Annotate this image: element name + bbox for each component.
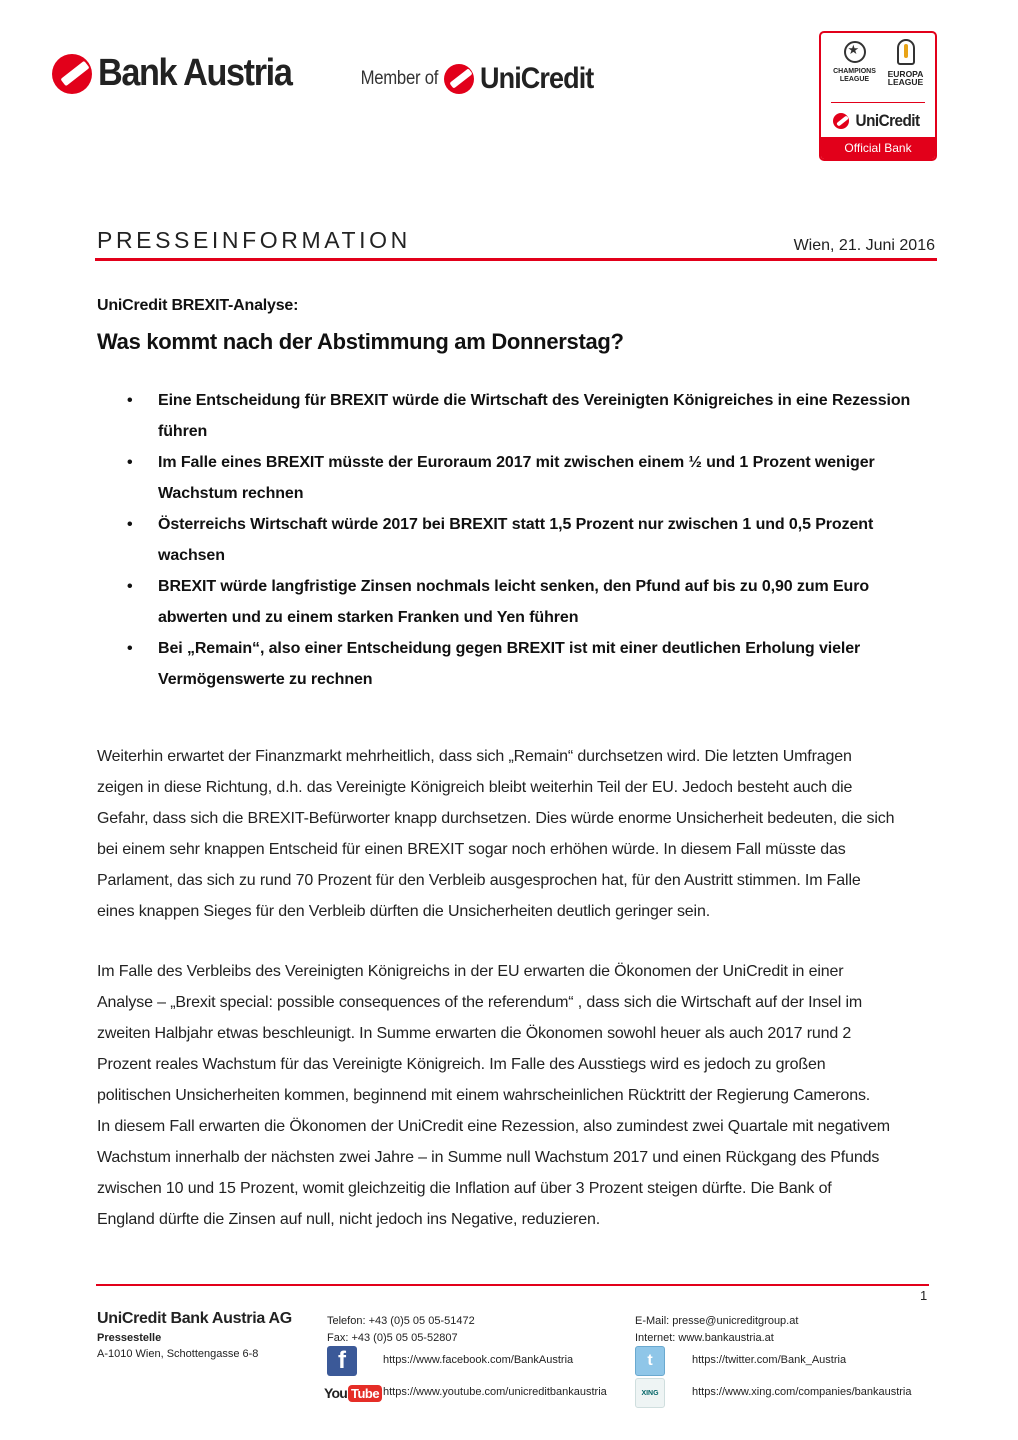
twitter-icon[interactable]: t <box>635 1346 665 1376</box>
company-name: UniCredit Bank Austria AG <box>97 1310 292 1327</box>
paragraph-line: bei einem sehr knappen Entscheid für einen BREXIT sogar noch erhöhen würde. In diesem Fall müsste das <box>97 841 846 858</box>
twitter-link[interactable]: https://twitter.com/Bank_Austria <box>692 1354 847 1366</box>
bullet-icon: • <box>127 578 133 595</box>
list-item <box>127 571 933 633</box>
bullet-line: Vermögenswerte zu rechnen <box>158 671 373 688</box>
key-points-list <box>127 385 933 695</box>
list-item <box>127 633 933 695</box>
xing-link[interactable]: https://www.xing.com/companies/bankaustria <box>692 1386 912 1398</box>
bullet-icon: • <box>127 392 133 409</box>
europa-league-label: EUROPA LEAGUE <box>887 69 924 87</box>
youtube-icon[interactable] <box>324 1382 380 1404</box>
champions-league-ball-icon <box>844 41 866 63</box>
paragraph-line: Weiterhin erwartet der Finanzmarkt mehrheitlich, dass sich „Remain“ durchsetzen wird. Die letzten Umfragen <box>97 748 852 765</box>
bank-austria-logo <box>52 52 313 95</box>
facebook-icon[interactable]: f <box>327 1346 357 1376</box>
bullet-line: Österreichs Wirtschaft würde 2017 bei BREXIT statt 1,5 Prozent nur zwischen 1 und 0,5 Prozent <box>158 516 874 533</box>
phone: Telefon: +43 (0)5 05 05-51472 <box>327 1315 475 1327</box>
list-item <box>127 509 933 571</box>
europa-league-mark <box>885 39 927 99</box>
paragraph-line: zweiten Halbjahr etwas beschleunigt. In Summe erwarten die Ökonomen sowohl heuer als auch 2017 rund 2 <box>97 1025 852 1042</box>
paragraph-line: Parlament, das sich zu rund 70 Prozent für den Verbleib ausgesprochen hat, für den Austritt stimmen. Im Falle <box>97 872 861 889</box>
department: Pressestelle <box>97 1332 162 1344</box>
badge-divider <box>831 102 925 103</box>
bullet-line: wachsen <box>158 547 225 564</box>
kicker: UniCredit BREXIT-Analyse: <box>97 297 299 314</box>
bullet-icon: • <box>127 640 133 657</box>
bullet-line: führen <box>158 423 208 440</box>
email-link[interactable]: E-Mail: presse@unicreditgroup.at <box>635 1315 799 1327</box>
youtube-tube-label: Tube <box>348 1385 382 1402</box>
youtube-link[interactable]: https://www.youtube.com/unicreditbankaustria <box>383 1386 607 1398</box>
document-date: Wien, 21. Juni 2016 <box>793 237 935 254</box>
bullet-icon: • <box>127 454 133 471</box>
badge-unicredit-wordmark: UniCredit <box>855 111 920 130</box>
xing-icon[interactable]: XING <box>635 1378 665 1408</box>
official-bank-badge <box>819 31 937 161</box>
official-bank-label: Official Bank <box>821 137 935 159</box>
badge-unicredit-logo <box>821 111 935 131</box>
bank-austria-wordmark: Bank Austria <box>98 52 292 94</box>
paragraph-line: zeigen in diese Richtung, d.h. das Vereinigte Königreich bleibt weiterhin Teil der EU. Jedoch besteht auch die <box>97 779 853 796</box>
list-item <box>127 447 933 509</box>
address: A-1010 Wien, Schottengasse 6-8 <box>97 1348 259 1360</box>
paragraph-line: Gefahr, dass sich die BREXIT-Befürworter knapp durchsetzen. Dies würde enorme Unsicherheit bedeuten, die sich <box>97 810 895 827</box>
bullet-line: Wachstum rechnen <box>158 485 304 502</box>
member-of-label: Member of <box>360 68 439 89</box>
headline: Was kommt nach der Abstimmung am Donnerstag? <box>97 329 624 354</box>
page-number: 1 <box>920 1288 928 1303</box>
bullet-icon: • <box>127 516 133 533</box>
bullet-line: Bei „Remain“, also einer Entscheidung gegen BREXIT ist mit einer deutlichen Erholung vieler <box>158 640 861 657</box>
paragraph-line: zwischen 10 und 15 Prozent, womit gleichzeitig die Inflation auf über 3 Prozent steigen dürfte. Die Bank of <box>97 1180 832 1197</box>
unicredit-wordmark: UniCredit <box>480 62 594 95</box>
bullet-line: Eine Entscheidung für BREXIT würde die Wirtschaft des Vereinigten Königreiches in eine Rezession <box>158 392 911 409</box>
unicredit-logo-icon <box>52 54 92 94</box>
fax: Fax: +43 (0)5 05 05-52807 <box>327 1332 458 1344</box>
paragraph-line: Im Falle des Verbleibs des Vereinigten Königreichs in der EU erwarten die Ökonomen der UniCredit in einer <box>97 963 844 980</box>
paragraph-line: In diesem Fall erwarten die Ökonomen der UniCredit eine Rezession, also zumindest zwei Quartale mit negativem <box>97 1118 890 1135</box>
member-of-unicredit <box>350 62 606 96</box>
facebook-link[interactable]: https://www.facebook.com/BankAustria <box>383 1354 574 1366</box>
bullet-line: BREXIT würde langfristige Zinsen nochmals leicht senken, den Pfund auf bis zu 0,90 zum Euro <box>158 578 870 595</box>
unicredit-logo-icon <box>444 64 474 94</box>
header-divider <box>95 258 937 261</box>
unicredit-logo-icon <box>833 113 849 129</box>
website-link[interactable]: Internet: www.bankaustria.at <box>635 1332 774 1344</box>
paragraph-line: eines knappen Sieges für den Verbleib dürften die Unsicherheiten deutlich geringer sein. <box>97 903 710 920</box>
paragraph-line: Prozent reales Wachstum für das Vereinigte Königreich. Im Falle des Ausstiegs wird es jedoch zu großen <box>97 1056 826 1073</box>
paragraph-line: Wachstum innerhalb der nächsten zwei Jahre – in Summe null Wachstum 2017 und einen Rückgang des Pfunds <box>97 1149 880 1166</box>
body-paragraph-1 <box>97 741 937 927</box>
bullet-line: Im Falle eines BREXIT müsste der Euroraum 2017 mit zwischen einem ½ und 1 Prozent weniger <box>158 454 875 471</box>
paragraph-line: politischen Unsicherheiten kommen, beginnend mit einem wahrscheinlichen Rücktritt der Regierung Camerons. <box>97 1087 871 1104</box>
champions-league-label: CHAMPIONS LEAGUE <box>833 68 876 83</box>
youtube-you-label: You <box>324 1385 348 1401</box>
body-paragraph-2 <box>97 956 937 1235</box>
list-item <box>127 385 933 447</box>
champions-league-mark <box>830 39 880 99</box>
paragraph-line: Analyse – „Brexit special: possible consequences of the referendum“ , dass sich die Wirtschaft auf der Insel im <box>97 994 863 1011</box>
europa-league-trophy-icon <box>897 39 915 65</box>
footer-divider <box>96 1284 929 1286</box>
paragraph-line: England dürfte die Zinsen auf null, nicht jedoch ins Negative, reduzieren. <box>97 1211 600 1228</box>
bullet-line: abwerten und zu einem starken Franken und Yen führen <box>158 609 579 626</box>
document-type-title: PRESSEINFORMATION <box>97 227 411 253</box>
